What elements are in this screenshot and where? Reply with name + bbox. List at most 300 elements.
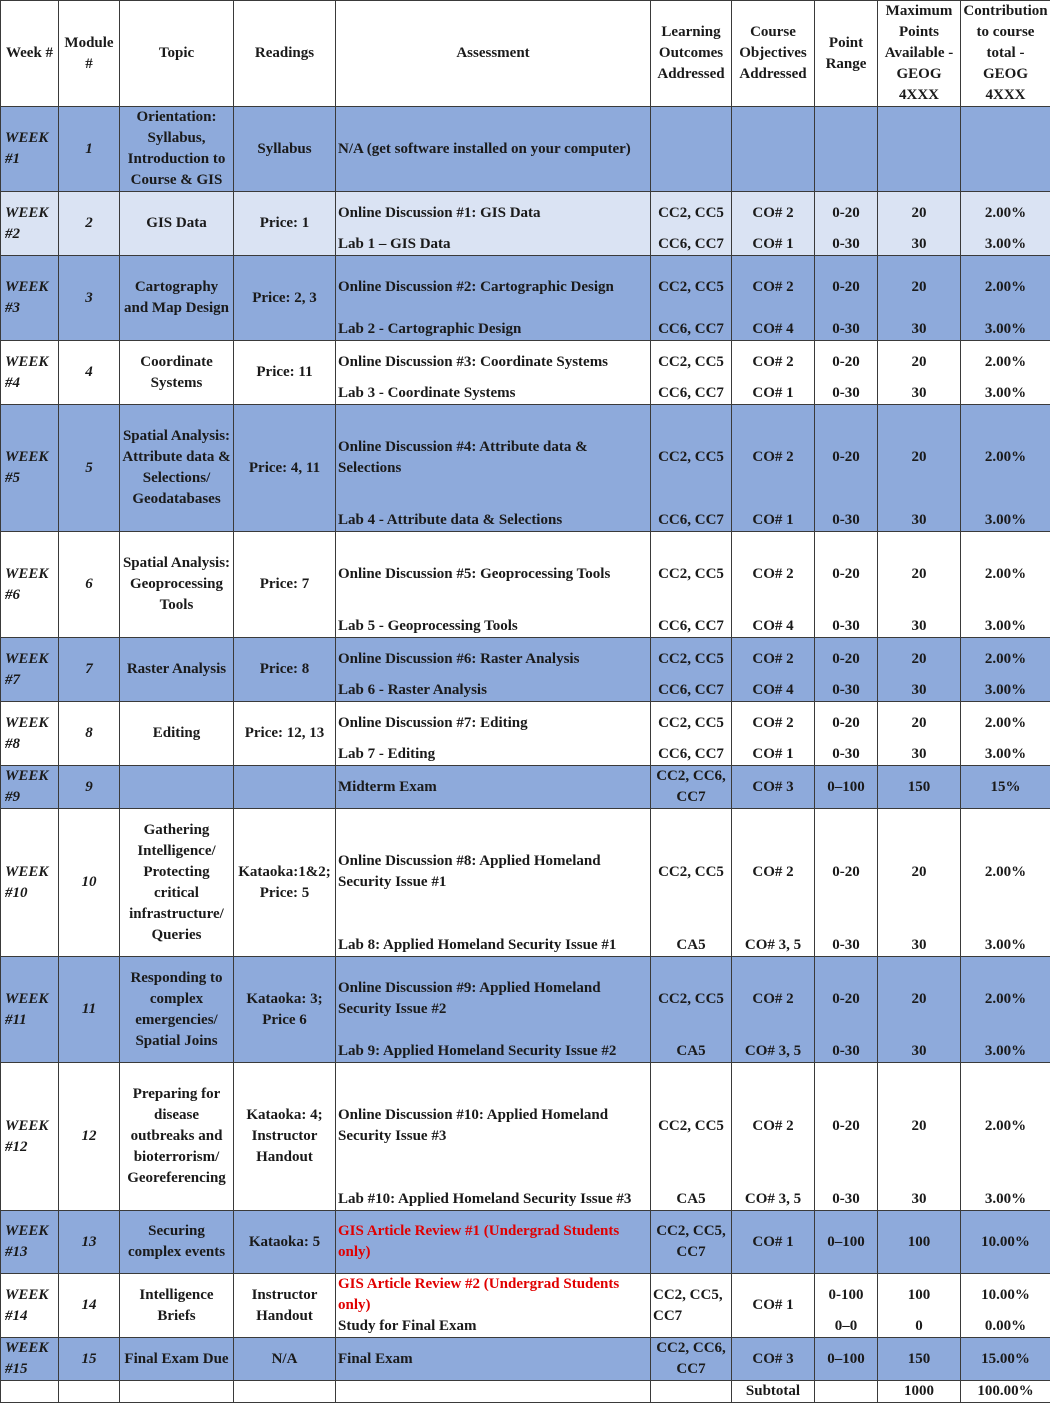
assessment-line-2: Lab 7 - Editing bbox=[336, 744, 650, 765]
learning-outcomes-line-1: CC2, CC5, CC7 bbox=[653, 1221, 729, 1263]
readings: N/A bbox=[234, 1338, 336, 1381]
readings: Price: 4, 11 bbox=[234, 405, 336, 532]
assessment bbox=[336, 341, 651, 405]
assessment-line-1: Online Discussion #3: Coordinate Systems bbox=[338, 352, 608, 373]
assessment bbox=[336, 1338, 651, 1381]
point-range-line-1: 0–100 bbox=[817, 1349, 875, 1370]
learning-outcomes-line-2: CC6, CC7 bbox=[651, 510, 731, 531]
table-row bbox=[1, 766, 1050, 809]
max-points bbox=[878, 405, 961, 532]
contribution-line-2: 3.00% bbox=[961, 1189, 1050, 1210]
course-objectives-line-1: CO# 3 bbox=[734, 1349, 812, 1370]
header-readings: Readings bbox=[234, 1, 336, 107]
assessment-line-2: Lab 9: Applied Homeland Security Issue #2 bbox=[336, 1041, 650, 1062]
course-objectives-line-2: CO# 1 bbox=[732, 234, 814, 255]
learning-outcomes-line-1: CC2, CC5, CC7 bbox=[653, 1285, 729, 1327]
point-range-line-1: 0-20 bbox=[832, 862, 860, 883]
learning-outcomes-line-2: CC6, CC7 bbox=[651, 383, 731, 404]
point-range bbox=[815, 1274, 878, 1338]
module-number: 7 bbox=[59, 638, 120, 702]
course-objectives bbox=[732, 766, 815, 809]
learning-outcomes-line-2: CA5 bbox=[651, 1041, 731, 1062]
subtotal-percent: 100.00% bbox=[961, 1381, 1050, 1403]
max-points-line-1: 20 bbox=[912, 203, 927, 224]
table-row bbox=[1, 1274, 1050, 1338]
learning-outcomes-line-1: CC2, CC6, CC7 bbox=[653, 766, 729, 808]
module-number: 2 bbox=[59, 192, 120, 256]
max-points-line-1: 100 bbox=[908, 1285, 931, 1306]
max-points-line-2: 30 bbox=[878, 1189, 960, 1210]
course-objectives-line-1: CO# 1 bbox=[734, 1232, 812, 1253]
course-objectives-line-2: CO# 1 bbox=[732, 510, 814, 531]
max-points-line-2: 30 bbox=[878, 616, 960, 637]
week-label: WEEK #3 bbox=[1, 256, 59, 341]
table-row bbox=[1, 1063, 1050, 1211]
table-row bbox=[1, 702, 1050, 766]
point-range-line-1: 0-20 bbox=[832, 713, 860, 734]
contribution-line-1: 15% bbox=[963, 777, 1048, 798]
learning-outcomes-line-2: CC6, CC7 bbox=[651, 319, 731, 340]
course-objectives bbox=[732, 1063, 815, 1211]
max-points-line-1: 20 bbox=[912, 352, 927, 373]
week-label: WEEK #12 bbox=[1, 1063, 59, 1211]
assessment-line-1: Online Discussion #5: Geoprocessing Tools bbox=[338, 564, 610, 585]
subtotal-label: Subtotal bbox=[732, 1381, 815, 1403]
learning-outcomes-line-1: CC2, CC5 bbox=[658, 649, 724, 670]
assessment-line-2: Lab 1 – GIS Data bbox=[336, 234, 650, 255]
point-range-line-2: 0-30 bbox=[815, 319, 877, 340]
learning-outcomes bbox=[651, 1063, 732, 1211]
course-objectives-line-1: CO# 2 bbox=[752, 1116, 793, 1137]
assessment-line-1: Online Discussion #10: Applied Homeland Security Issue #3 bbox=[338, 1105, 648, 1147]
point-range-line-1: 0-20 bbox=[832, 203, 860, 224]
max-points-line-1: 150 bbox=[880, 1349, 958, 1370]
max-points-line-2: 30 bbox=[878, 383, 960, 404]
table-row bbox=[1, 957, 1050, 1063]
week-label: WEEK #11 bbox=[1, 957, 59, 1063]
table-row bbox=[1, 532, 1050, 638]
contribution-line-1: 2.00% bbox=[985, 649, 1026, 670]
course-objectives-line-1: CO# 2 bbox=[752, 564, 793, 585]
max-points bbox=[878, 532, 961, 638]
course-objectives-line-1: CO# 3 bbox=[734, 777, 812, 798]
subtotal-row bbox=[1, 1381, 1050, 1403]
assessment-line-2: Lab 8: Applied Homeland Security Issue #1 bbox=[336, 935, 650, 956]
assessment bbox=[336, 1274, 651, 1338]
table-row bbox=[1, 405, 1050, 532]
assessment-line-2: Study for Final Exam bbox=[336, 1316, 650, 1337]
learning-outcomes-line-1: CC2, CC6, CC7 bbox=[653, 1338, 729, 1380]
max-points-line-1: 20 bbox=[912, 989, 927, 1010]
contribution-line-1: 2.00% bbox=[985, 1116, 1026, 1137]
point-range-line-2: 0-30 bbox=[815, 1041, 877, 1062]
header-contribution: Contribution to course total - GEOG 4XXX bbox=[961, 1, 1050, 107]
course-objectives-line-2: CO# 3, 5 bbox=[732, 1041, 814, 1062]
week-label: WEEK #4 bbox=[1, 341, 59, 405]
week-label: WEEK #5 bbox=[1, 405, 59, 532]
contribution-line-2: 3.00% bbox=[961, 1041, 1050, 1062]
contribution-line-2: 3.00% bbox=[961, 383, 1050, 404]
assessment bbox=[336, 638, 651, 702]
learning-outcomes bbox=[651, 405, 732, 532]
course-objectives-line-1: CO# 2 bbox=[752, 203, 793, 224]
point-range-line-1: 0–100 bbox=[817, 1232, 875, 1253]
learning-outcomes-line-2: CC6, CC7 bbox=[651, 744, 731, 765]
readings: Kataoka:1&2; Price: 5 bbox=[234, 809, 336, 957]
learning-outcomes-line-2: CC6, CC7 bbox=[651, 616, 731, 637]
week-label: WEEK #8 bbox=[1, 702, 59, 766]
contribution bbox=[961, 192, 1050, 256]
contribution-line-2: 3.00% bbox=[961, 616, 1050, 637]
max-points bbox=[878, 1211, 961, 1274]
contribution-line-1: 10.00% bbox=[963, 1232, 1048, 1253]
point-range bbox=[815, 1338, 878, 1381]
contribution-line-1: 2.00% bbox=[985, 713, 1026, 734]
contribution-line-2: 3.00% bbox=[961, 234, 1050, 255]
assessment-line-1: Final Exam bbox=[338, 1349, 648, 1370]
max-points bbox=[878, 192, 961, 256]
readings: Price: 11 bbox=[234, 341, 336, 405]
max-points-line-2: 30 bbox=[878, 510, 960, 531]
course-objectives-line-2: CO# 4 bbox=[732, 319, 814, 340]
readings: Price: 7 bbox=[234, 532, 336, 638]
point-range-line-1: 0-100 bbox=[829, 1285, 864, 1306]
week-label: WEEK #14 bbox=[1, 1274, 59, 1338]
course-objectives bbox=[732, 1211, 815, 1274]
learning-outcomes-line-1: CC2, CC5 bbox=[658, 447, 724, 468]
learning-outcomes-line-2: CC6, CC7 bbox=[651, 680, 731, 701]
point-range-line-1: 0-20 bbox=[832, 1116, 860, 1137]
learning-outcomes-line-1: CC2, CC5 bbox=[658, 277, 724, 298]
assessment-line-2: Lab 2 - Cartographic Design bbox=[336, 319, 650, 340]
point-range-line-2: 0-30 bbox=[815, 510, 877, 531]
point-range-line-2: 0-30 bbox=[815, 1189, 877, 1210]
contribution bbox=[961, 809, 1050, 957]
learning-outcomes-line-2: CA5 bbox=[651, 935, 731, 956]
course-objectives-line-1: CO# 2 bbox=[752, 352, 793, 373]
learning-outcomes-line-1: CC2, CC5 bbox=[658, 352, 724, 373]
topic: Spatial Analysis: Geoprocessing Tools bbox=[120, 532, 234, 638]
point-range-line-2: 0–0 bbox=[815, 1316, 877, 1337]
assessment-line-1: Midterm Exam bbox=[338, 777, 648, 798]
contribution bbox=[961, 1338, 1050, 1381]
topic: Cartography and Map Design bbox=[120, 256, 234, 341]
module-number: 11 bbox=[59, 957, 120, 1063]
contribution-line-2: 3.00% bbox=[961, 680, 1050, 701]
point-range bbox=[815, 256, 878, 341]
learning-outcomes bbox=[651, 1211, 732, 1274]
learning-outcomes-line-1: CC2, CC5 bbox=[658, 564, 724, 585]
course-objectives bbox=[732, 638, 815, 702]
module-number: 8 bbox=[59, 702, 120, 766]
point-range-line-1: 0-20 bbox=[832, 989, 860, 1010]
assessment bbox=[336, 702, 651, 766]
point-range bbox=[815, 809, 878, 957]
course-objectives-line-1: CO# 2 bbox=[752, 277, 793, 298]
module-number: 9 bbox=[59, 766, 120, 809]
course-objectives bbox=[732, 256, 815, 341]
max-points-line-1: 20 bbox=[912, 564, 927, 585]
learning-outcomes bbox=[651, 256, 732, 341]
max-points-line-2: 30 bbox=[878, 935, 960, 956]
header-week: Week # bbox=[1, 1, 59, 107]
topic: Responding to complex emergencies/ Spatial Joins bbox=[120, 957, 234, 1063]
course-objectives-line-2: CO# 4 bbox=[732, 680, 814, 701]
readings: Instructor Handout bbox=[234, 1274, 336, 1338]
readings: Kataoka: 3; Price 6 bbox=[234, 957, 336, 1063]
contribution-line-1: 2.00% bbox=[985, 277, 1026, 298]
assessment bbox=[336, 107, 651, 192]
max-points-line-1: 20 bbox=[912, 1116, 927, 1137]
contribution bbox=[961, 532, 1050, 638]
contribution-line-2: 3.00% bbox=[961, 935, 1050, 956]
learning-outcomes bbox=[651, 192, 732, 256]
course-objectives-line-1: CO# 2 bbox=[752, 989, 793, 1010]
assessment bbox=[336, 256, 651, 341]
table-row bbox=[1, 1211, 1050, 1274]
course-objectives-line-2: CO# 3, 5 bbox=[732, 1189, 814, 1210]
point-range bbox=[815, 702, 878, 766]
assessment-line-2: Lab 5 - Geoprocessing Tools bbox=[336, 616, 650, 637]
point-range bbox=[815, 405, 878, 532]
contribution bbox=[961, 256, 1050, 341]
table-row bbox=[1, 192, 1050, 256]
contribution bbox=[961, 107, 1050, 192]
max-points bbox=[878, 1274, 961, 1338]
max-points bbox=[878, 957, 961, 1063]
table-row bbox=[1, 256, 1050, 341]
module-number: 12 bbox=[59, 1063, 120, 1211]
max-points bbox=[878, 766, 961, 809]
table-row bbox=[1, 341, 1050, 405]
max-points-line-1: 20 bbox=[912, 447, 927, 468]
assessment-line-1: Online Discussion #6: Raster Analysis bbox=[338, 649, 579, 670]
contribution bbox=[961, 957, 1050, 1063]
max-points-line-1: 100 bbox=[880, 1232, 958, 1253]
contribution bbox=[961, 638, 1050, 702]
point-range bbox=[815, 107, 878, 192]
max-points-line-1: 20 bbox=[912, 713, 927, 734]
course-objectives bbox=[732, 957, 815, 1063]
contribution-line-2: 3.00% bbox=[961, 319, 1050, 340]
module-number: 15 bbox=[59, 1338, 120, 1381]
learning-outcomes-line-2: CA5 bbox=[651, 1189, 731, 1210]
contribution-line-1: 2.00% bbox=[985, 203, 1026, 224]
readings: Price: 12, 13 bbox=[234, 702, 336, 766]
course-objectives-line-2: CO# 4 bbox=[732, 616, 814, 637]
learning-outcomes bbox=[651, 107, 732, 192]
topic: Final Exam Due bbox=[120, 1338, 234, 1381]
topic: Orientation: Syllabus, Introduction to Course & GIS bbox=[120, 107, 234, 192]
readings: Kataoka: 5 bbox=[234, 1211, 336, 1274]
contribution-line-1: 2.00% bbox=[985, 447, 1026, 468]
max-points-line-1: 20 bbox=[912, 277, 927, 298]
course-objectives bbox=[732, 702, 815, 766]
max-points-line-1: 150 bbox=[880, 777, 958, 798]
module-number: 5 bbox=[59, 405, 120, 532]
learning-outcomes bbox=[651, 702, 732, 766]
point-range bbox=[815, 638, 878, 702]
readings: Syllabus bbox=[234, 107, 336, 192]
assessment-line-1: Online Discussion #2: Cartographic Design bbox=[338, 277, 614, 298]
point-range-line-1: 0-20 bbox=[832, 352, 860, 373]
readings bbox=[234, 766, 336, 809]
header-max-points: Maximum Points Available - GEOG 4XXX bbox=[878, 1, 961, 107]
learning-outcomes bbox=[651, 957, 732, 1063]
max-points-line-1: 20 bbox=[912, 649, 927, 670]
topic: Spatial Analysis: Attribute data & Selections/ Geodatabases bbox=[120, 405, 234, 532]
learning-outcomes-line-1: CC2, CC5 bbox=[658, 862, 724, 883]
assessment-line-1: Online Discussion #9: Applied Homeland Security Issue #2 bbox=[338, 978, 648, 1020]
course-objectives bbox=[732, 1338, 815, 1381]
course-objectives-line-1: CO# 2 bbox=[752, 649, 793, 670]
max-points-line-2: 30 bbox=[878, 680, 960, 701]
learning-outcomes-line-1: CC2, CC5 bbox=[658, 203, 724, 224]
assessment bbox=[336, 405, 651, 532]
readings: Price: 8 bbox=[234, 638, 336, 702]
learning-outcomes bbox=[651, 1338, 732, 1381]
contribution bbox=[961, 1274, 1050, 1338]
learning-outcomes bbox=[651, 638, 732, 702]
assessment-line-2: Lab 6 - Raster Analysis bbox=[336, 680, 650, 701]
point-range bbox=[815, 192, 878, 256]
point-range-line-1: 0-20 bbox=[832, 564, 860, 585]
max-points-line-2: 30 bbox=[878, 1041, 960, 1062]
point-range-line-2: 0-30 bbox=[815, 383, 877, 404]
topic bbox=[120, 766, 234, 809]
max-points bbox=[878, 107, 961, 192]
course-objectives-line-2: CO# 1 bbox=[732, 744, 814, 765]
contribution-line-1: 2.00% bbox=[985, 862, 1026, 883]
learning-outcomes-line-1: CC2, CC5 bbox=[658, 1116, 724, 1137]
assessment-line-1: Online Discussion #7: Editing bbox=[338, 713, 528, 734]
topic: Gathering Intelligence/ Protecting critical infrastructure/ Queries bbox=[120, 809, 234, 957]
point-range-line-2: 0-30 bbox=[815, 616, 877, 637]
course-objectives-line-2: CO# 1 bbox=[732, 383, 814, 404]
contribution bbox=[961, 1211, 1050, 1274]
module-number: 10 bbox=[59, 809, 120, 957]
subtotal-points: 1000 bbox=[878, 1381, 961, 1403]
contribution-line-1: 2.00% bbox=[985, 352, 1026, 373]
contribution bbox=[961, 766, 1050, 809]
topic: Coordinate Systems bbox=[120, 341, 234, 405]
course-objectives-line-2: CO# 3, 5 bbox=[732, 935, 814, 956]
point-range-line-2: 0-30 bbox=[815, 744, 877, 765]
contribution-line-1: 2.00% bbox=[985, 989, 1026, 1010]
learning-outcomes bbox=[651, 532, 732, 638]
point-range-line-2: 0-30 bbox=[815, 935, 877, 956]
week-label: WEEK #15 bbox=[1, 1338, 59, 1381]
header-row bbox=[1, 1, 1050, 107]
header-objectives: Course Objectives Addressed bbox=[732, 1, 815, 107]
contribution-line-1: 10.00% bbox=[981, 1285, 1030, 1306]
topic: Securing complex events bbox=[120, 1211, 234, 1274]
header-topic: Topic bbox=[120, 1, 234, 107]
course-objectives bbox=[732, 532, 815, 638]
assessment-line-1: Online Discussion #1: GIS Data bbox=[338, 203, 541, 224]
course-objectives-line-1: CO# 2 bbox=[752, 713, 793, 734]
module-number: 6 bbox=[59, 532, 120, 638]
assessment bbox=[336, 1063, 651, 1211]
assessment-line-2: Lab #10: Applied Homeland Security Issue #3 bbox=[336, 1189, 650, 1210]
module-number: 1 bbox=[59, 107, 120, 192]
learning-outcomes-line-1: CC2, CC5 bbox=[658, 989, 724, 1010]
contribution-line-1: 2.00% bbox=[985, 564, 1026, 585]
course-objectives bbox=[732, 192, 815, 256]
point-range bbox=[815, 1063, 878, 1211]
point-range bbox=[815, 532, 878, 638]
course-objectives bbox=[732, 341, 815, 405]
point-range bbox=[815, 341, 878, 405]
readings: Price: 1 bbox=[234, 192, 336, 256]
course-objectives-line-1: CO# 2 bbox=[752, 862, 793, 883]
course-objectives-line-1: CO# 2 bbox=[752, 447, 793, 468]
learning-outcomes-line-1: CC2, CC5 bbox=[658, 713, 724, 734]
header-range: Point Range bbox=[815, 1, 878, 107]
assessment-line-1: Online Discussion #4: Attribute data & Selections bbox=[338, 437, 648, 479]
table-row bbox=[1, 107, 1050, 192]
max-points bbox=[878, 256, 961, 341]
point-range-line-2: 0-30 bbox=[815, 234, 877, 255]
max-points-line-2: 30 bbox=[878, 319, 960, 340]
point-range-line-2: 0-30 bbox=[815, 680, 877, 701]
max-points-line-2: 30 bbox=[878, 744, 960, 765]
course-objectives-line-1: CO# 1 bbox=[752, 1295, 793, 1316]
contribution bbox=[961, 405, 1050, 532]
contribution-line-2: 0.00% bbox=[961, 1316, 1050, 1337]
learning-outcomes bbox=[651, 766, 732, 809]
max-points bbox=[878, 1338, 961, 1381]
readings: Kataoka: 4; Instructor Handout bbox=[234, 1063, 336, 1211]
point-range-line-1: 0-20 bbox=[832, 277, 860, 298]
max-points-line-2: 0 bbox=[878, 1316, 960, 1337]
point-range bbox=[815, 1211, 878, 1274]
table-row bbox=[1, 809, 1050, 957]
week-label: WEEK #2 bbox=[1, 192, 59, 256]
week-label: WEEK #7 bbox=[1, 638, 59, 702]
week-label: WEEK #1 bbox=[1, 107, 59, 192]
max-points-line-1: 20 bbox=[912, 862, 927, 883]
header-outcomes: Learning Outcomes Addressed bbox=[651, 1, 732, 107]
learning-outcomes bbox=[651, 809, 732, 957]
assessment bbox=[336, 809, 651, 957]
module-number: 4 bbox=[59, 341, 120, 405]
topic: GIS Data bbox=[120, 192, 234, 256]
max-points bbox=[878, 638, 961, 702]
module-number: 3 bbox=[59, 256, 120, 341]
header-module: Module # bbox=[59, 1, 120, 107]
assessment-line-1: GIS Article Review #2 (Undergrad Students only) bbox=[338, 1274, 648, 1316]
point-range-line-1: 0-20 bbox=[832, 447, 860, 468]
point-range-line-1: 0-20 bbox=[832, 649, 860, 670]
module-number: 13 bbox=[59, 1211, 120, 1274]
assessment-line-1: GIS Article Review #1 (Undergrad Students only) bbox=[338, 1221, 648, 1263]
topic: Preparing for disease outbreaks and bioterrorism/ Georeferencing bbox=[120, 1063, 234, 1211]
contribution-line-1: 15.00% bbox=[963, 1349, 1048, 1370]
point-range-line-1: 0–100 bbox=[817, 777, 875, 798]
max-points bbox=[878, 341, 961, 405]
assessment-line-2: Lab 3 - Coordinate Systems bbox=[336, 383, 650, 404]
assessment-line-1: Online Discussion #8: Applied Homeland Security Issue #1 bbox=[338, 851, 648, 893]
course-objectives bbox=[732, 405, 815, 532]
assessment bbox=[336, 192, 651, 256]
topic: Raster Analysis bbox=[120, 638, 234, 702]
week-label: WEEK #10 bbox=[1, 809, 59, 957]
max-points bbox=[878, 809, 961, 957]
table-row bbox=[1, 638, 1050, 702]
point-range bbox=[815, 766, 878, 809]
point-range bbox=[815, 957, 878, 1063]
